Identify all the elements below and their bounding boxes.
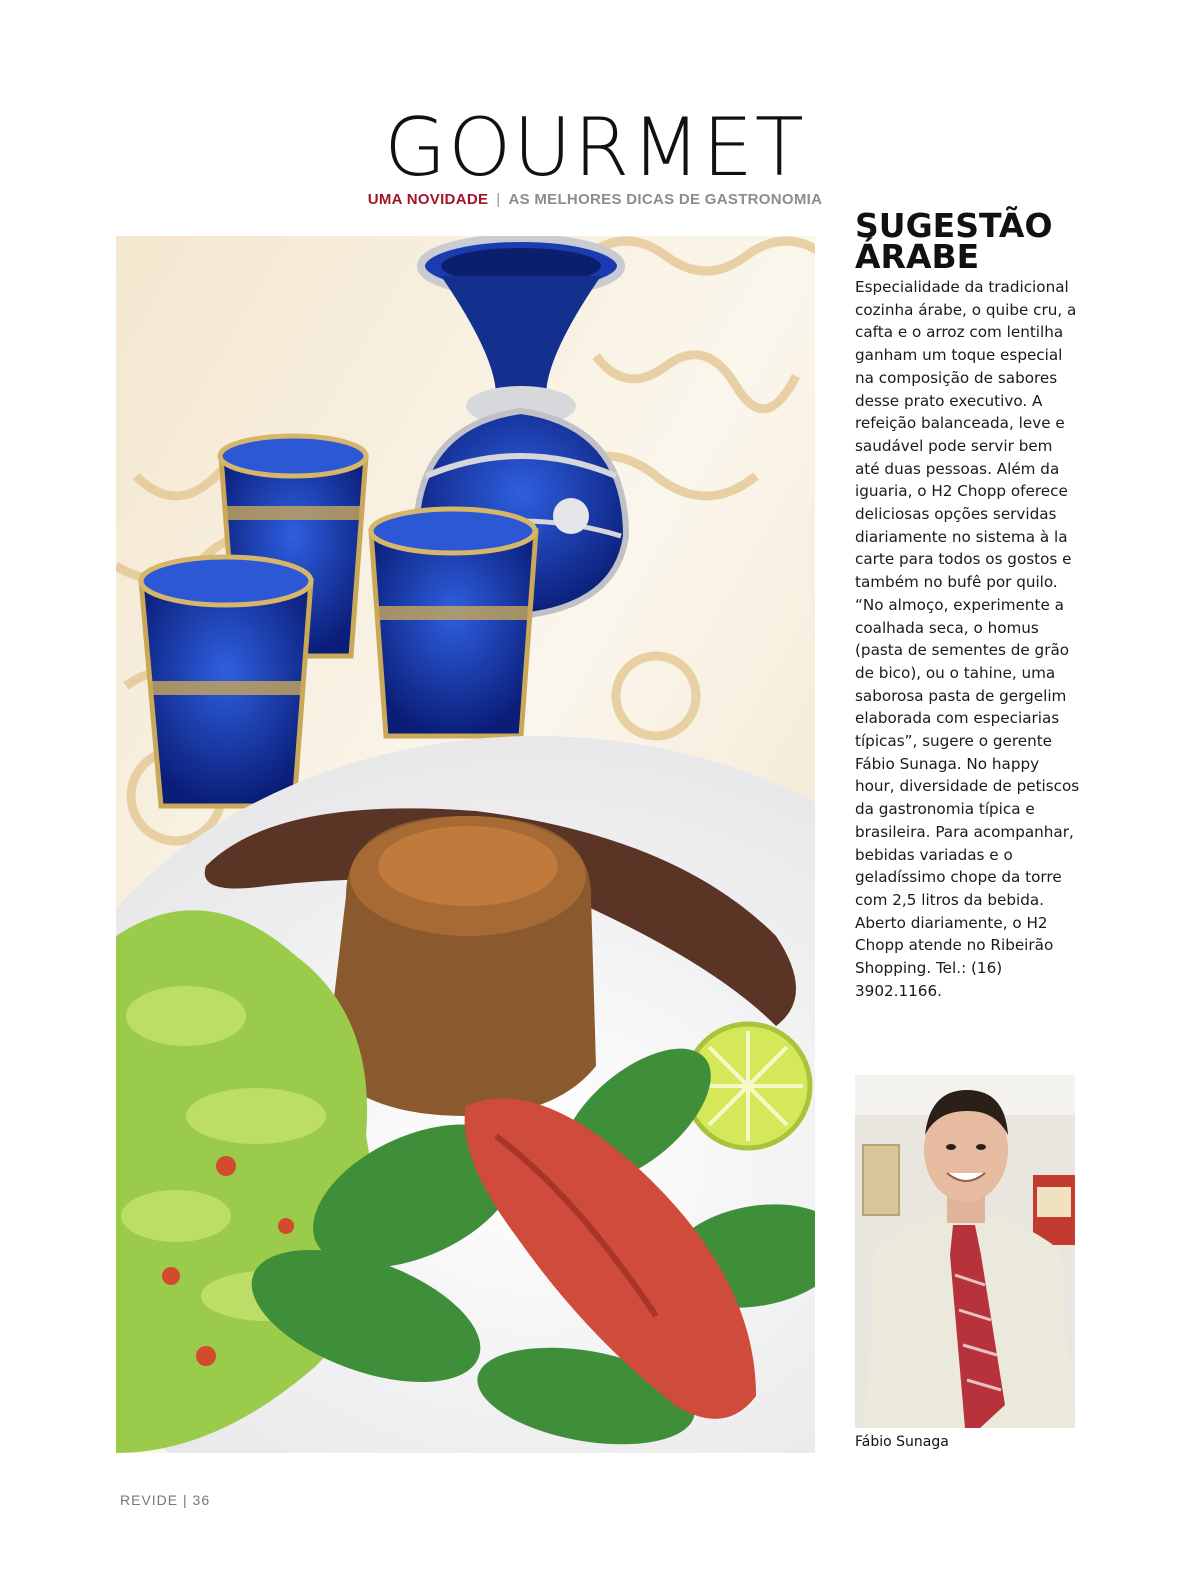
subtitle-separator: | xyxy=(496,191,501,208)
portrait-caption: Fábio Sunaga xyxy=(855,1434,949,1450)
headline-line-2: ÁRABE xyxy=(855,237,980,276)
headline-line-1: SUGESTÃO xyxy=(855,206,1053,245)
kicker: UMA NOVIDADE xyxy=(367,191,489,208)
section-subtitle xyxy=(300,191,890,208)
tagline: AS MELHORES DICAS DE GASTRONOMIA xyxy=(508,191,823,208)
dish-photo xyxy=(116,236,815,1453)
article-body: Especialidade da tradicional cozinha árabe, o quibe cru, a cafta e o arroz com lentilha ganham um toque especial na composição de sabores desse prato executivo. A refeição balanceada, leve e saudável pode servir bem até duas pessoas. Além da iguaria, o H2 Chopp oferece deliciosas opções servidas diariamente no sistema à la carte para todos os gostos e também no bufê por quilo. “No almoço, experimente a coalhada seca, o homus (pasta de sementes de grão de bico), ou o tahine, uma saborosa pasta de gergelim elaborada com especiarias típicas”, sugere o gerente Fábio Sunaga. No happy hour, diversidade de petiscos da gastronomia típica e brasileira. Para acompanhar, bebidas variadas e o geladíssimo chope da torre com 2,5 litros da bebida. Aberto diariamente, o H2 Chopp atende no Ribeirão Shopping. Tel.: (16) 3902.1166. xyxy=(855,278,1080,1000)
portrait-photo xyxy=(855,1075,1075,1428)
article-headline xyxy=(855,206,1085,276)
page-folio: REVIDE | 36 xyxy=(120,1492,211,1508)
section-title: GOURMET xyxy=(384,101,806,194)
